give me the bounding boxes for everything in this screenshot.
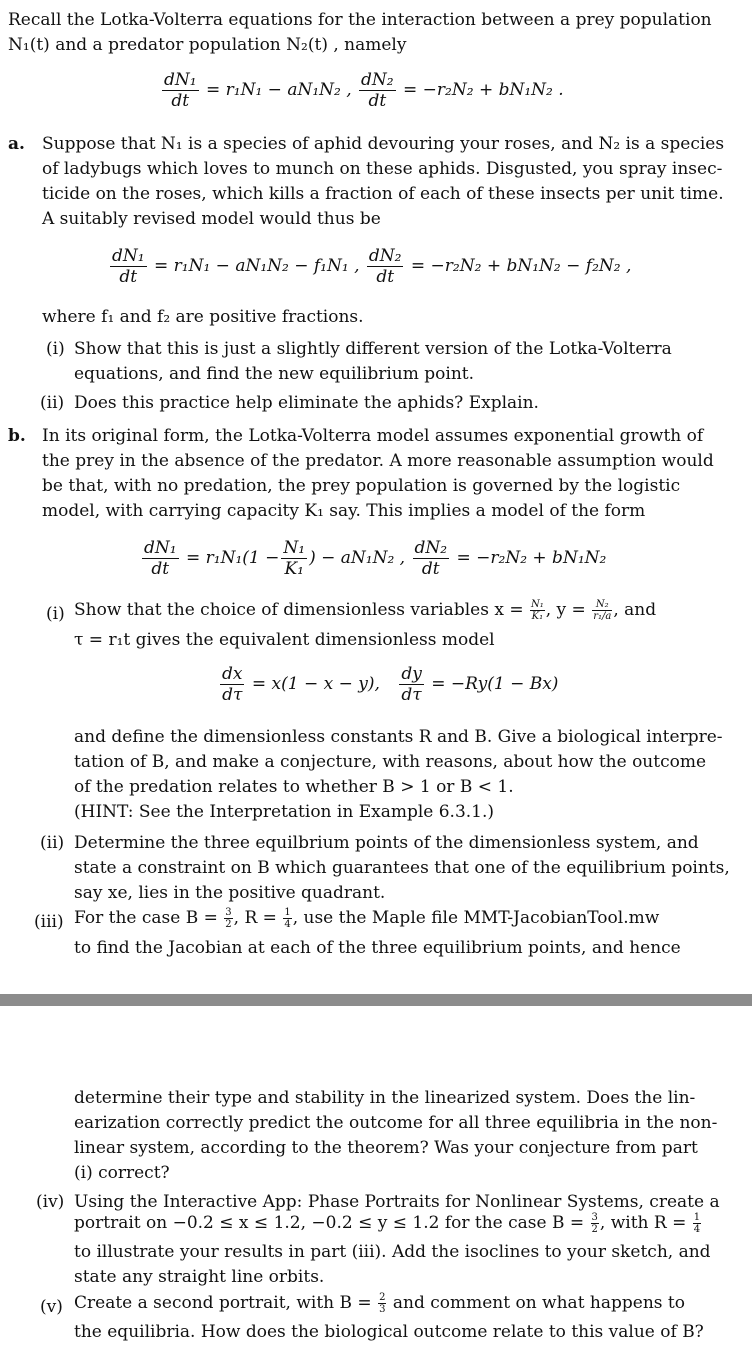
frac-den: r₁/a: [593, 611, 612, 622]
eq-frac-num: dN₁: [164, 70, 197, 90]
frac-den: 2: [591, 1224, 598, 1235]
eq-frac-den: dt: [151, 559, 170, 579]
part-a-ii-label: (ii): [40, 393, 65, 413]
part-b-ii-line: Determine the three equilbrium points of the dimensionless system, and: [74, 833, 699, 853]
part-b-iv-line-1: Using the Interactive App: Phase Portraits for Nonlinear Systems, create a: [74, 1192, 720, 1212]
eq-frac-den: dτ: [401, 685, 422, 705]
frac-den: 4: [693, 1224, 701, 1235]
frac-num: 3: [225, 907, 232, 918]
eq-frac-num: dN₂: [414, 538, 448, 558]
part-b-line: the prey in the absence of the predator. A more reasonable assumption would: [42, 451, 714, 471]
part-b-v-line-1: [74, 1291, 685, 1316]
part-b-iv-line-3: to illustrate your results in part (iii). Add the isoclines to your sketch, and: [74, 1242, 711, 1262]
intro-line-1: Recall the Lotka-Volterra equations for the interaction between a prey population: [8, 10, 712, 30]
equation-logistic: [140, 538, 606, 579]
eq-frac-num: dN₁: [112, 246, 145, 266]
part-b-i-line-1: [74, 598, 656, 623]
frac-num: 1: [284, 907, 291, 918]
part-a-label: a.: [8, 134, 25, 154]
part-b-iv-label: (iv): [36, 1192, 65, 1212]
part-b-ii-label: (ii): [40, 833, 65, 853]
part-b-label: b.: [8, 426, 26, 446]
part-a-i-label: (i): [46, 339, 65, 359]
frac-den: K₁: [531, 611, 544, 622]
text-segment: and comment on what happens to: [392, 1293, 685, 1313]
part-b-iii-cont: earization correctly predict the outcome for all three equilibria in the non-: [74, 1113, 718, 1133]
eq-rhs: = r₁N₁ − aN₁N₂ − f₁N₁ ,: [153, 256, 360, 276]
part-b-line: model, with carrying capacity K₁ say. This implies a model of the form: [42, 501, 646, 521]
part-b-ii-line: state a constraint on B which guarantees that one of the equilibrium points,: [74, 858, 730, 878]
text-segment: , with R =: [599, 1213, 687, 1233]
part-b-iii-cont: (i) correct?: [74, 1163, 170, 1183]
eq-rhs: = x(1 − x − y),: [251, 674, 380, 694]
page-break-divider: [0, 994, 752, 1006]
eq-frac-den: dt: [171, 91, 190, 111]
text-segment: For the case B =: [74, 908, 218, 928]
eq-rhs: = −r₂N₂ + bN₁N₂ .: [403, 80, 564, 100]
eq-frac-den: dt: [421, 559, 440, 579]
text-segment: , y =: [545, 600, 586, 620]
part-b-i-label: (i): [46, 604, 65, 624]
part-b-line: be that, with no predation, the prey population is governed by the logistic: [42, 476, 681, 496]
part-b-iii-cont: determine their type and stability in the linearized system. Does the lin-: [74, 1088, 696, 1108]
part-a-line: ticide on the roses, which kills a fraction of each of these insects per unit time.: [42, 184, 724, 204]
text-segment: portrait on −0.2 ≤ x ≤ 1.2, −0.2 ≤ y ≤ 1.2 for the case B =: [74, 1213, 585, 1233]
part-a-line: Suppose that N₁ is a species of aphid devouring your roses, and N₂ is a species: [42, 134, 725, 154]
eq-frac-den: K₁: [284, 559, 304, 579]
text-segment: , and: [613, 600, 657, 620]
eq-rhs: = −r₂N₂ + bN₁N₂ − f₂N₂ ,: [410, 256, 632, 276]
eq-rhs: = r₁N₁ − aN₁N₂ ,: [205, 80, 352, 100]
part-b-i-line-2: τ = r₁t gives the equivalent dimensionless model: [74, 630, 495, 650]
part-a-i-line: Show that this is just a slightly different version of the Lotka-Volterra: [74, 339, 672, 359]
frac-den: 3: [379, 1304, 386, 1315]
part-b-iii-label: (iii): [34, 912, 64, 932]
eq-frac-num: N₁: [283, 538, 306, 558]
eq-frac-num: dN₂: [361, 70, 394, 90]
part-b-iv-line-2: [74, 1211, 702, 1236]
frac-num: 3: [591, 1212, 598, 1223]
equation-original: [160, 70, 564, 111]
frac-num: N₂: [592, 599, 612, 611]
frac-num: 2: [379, 1292, 386, 1303]
part-a-ii-text: Does this practice help eliminate the aphids? Explain.: [74, 393, 539, 413]
part-b-i-after: and define the dimensionless constants R and B. Give a biological interpre-: [74, 727, 723, 747]
equation-revised: [108, 246, 631, 287]
part-b-i-after: tation of B, and make a conjecture, with reasons, about how the outcome: [74, 752, 707, 772]
part-a-line: A suitably revised model would thus be: [42, 209, 381, 229]
intro-line-2: N₁(t) and a predator population N₂(t) , namely: [8, 35, 407, 55]
eq-frac-den: dt: [119, 267, 138, 287]
equation-dimensionless: [218, 664, 558, 705]
part-b-iii-cont: linear system, according to the theorem? Was your conjecture from part: [74, 1138, 698, 1158]
frac-num: 1: [693, 1212, 701, 1223]
part-b-iv-line-4: state any straight line orbits.: [74, 1267, 325, 1287]
part-a-line: of ladybugs which loves to munch on these aphids. Disgusted, you spray insec-: [42, 159, 723, 179]
text-segment: , use the Maple file MMT-JacobianTool.mw: [292, 908, 660, 928]
part-b-iii-line-2: to find the Jacobian at each of the three equilibrium points, and hence: [74, 938, 681, 958]
text-segment: Show that the choice of dimensionless variables x =: [74, 600, 524, 620]
part-b-line: In its original form, the Lotka-Volterra model assumes exponential growth of: [42, 426, 704, 446]
frac-den: 2: [225, 919, 232, 930]
eq-rhs: = r₁N₁(1 −: [185, 548, 280, 568]
part-b-v-line-2: the equilibria. How does the biological outcome relate to this value of B?: [74, 1322, 704, 1342]
eq-frac-num: dN₁: [144, 538, 177, 558]
part-b-iii-line-1: [74, 906, 659, 931]
part-a-i-line: equations, and find the new equilibrium point.: [74, 364, 475, 384]
part-b-i-after: of the predation relates to whether B > 1 or B < 1.: [74, 777, 514, 797]
part-b-i-after: (HINT: See the Interpretation in Example 6.3.1.): [74, 802, 495, 822]
part-a-where: where f₁ and f₂ are positive fractions.: [42, 307, 364, 327]
frac-den: 4: [284, 919, 291, 930]
part-b-v-label: (v): [40, 1297, 63, 1317]
eq-frac-num: dy: [401, 664, 422, 684]
text-segment: Create a second portrait, with B =: [74, 1293, 372, 1313]
eq-frac-den: dt: [376, 267, 395, 287]
eq-frac-den: dτ: [222, 685, 243, 705]
eq-frac-den: dt: [368, 91, 387, 111]
eq-rhs: = −Ry(1 − Bx): [431, 674, 559, 694]
eq-frac-num: dx: [222, 664, 243, 684]
eq-frac-num: dN₂: [368, 246, 402, 266]
part-b-ii-line: say xe, lies in the positive quadrant.: [74, 883, 386, 903]
eq-rhs: ) − aN₁N₂ ,: [309, 548, 406, 568]
text-segment: , R =: [233, 908, 277, 928]
frac-num: N₁: [530, 599, 544, 610]
eq-rhs: = −r₂N₂ + bN₁N₂: [456, 548, 607, 568]
